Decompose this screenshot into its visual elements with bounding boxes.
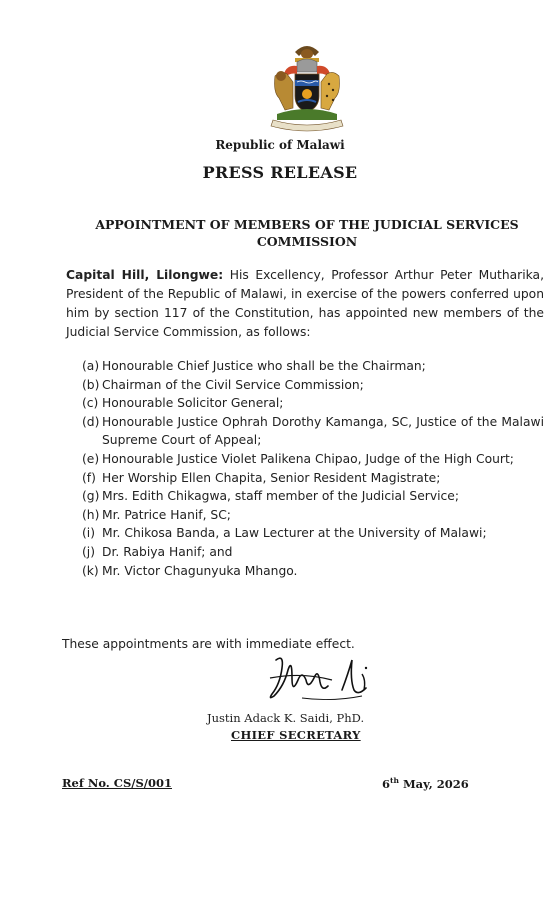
list-item (82, 394, 544, 413)
list-item-text: Honourable Justice Ophrah Dorothy Kamanga, SC, Justice of the Malawi Supreme Court of Appeal; (102, 414, 544, 448)
list-marker: (j) (82, 544, 96, 559)
list-marker: (g) (82, 489, 100, 504)
intro-paragraph (66, 266, 544, 342)
list-item-text: Mr. Patrice Hanif, SC; (102, 507, 231, 522)
list-marker: (d) (82, 414, 100, 429)
list-item-text: Chairman of the Civil Service Commission; (102, 377, 364, 392)
list-marker: (a) (82, 359, 100, 373)
dateline: Capital Hill, Lilongwe: (66, 268, 224, 282)
signatory-name: Justin Adack K. Saidi, PhD. (207, 711, 365, 725)
closing-statement: These appointments are with immediate effect. (62, 637, 355, 651)
list-marker: (i) (82, 526, 96, 541)
list-item (82, 487, 544, 506)
list-item (82, 562, 544, 581)
appointments-list (82, 357, 544, 580)
list-item-text: Dr. Rabiya Hanif; and (102, 544, 233, 559)
signature-icon (262, 650, 382, 710)
list-item (82, 450, 544, 469)
list-item-text: Her Worship Ellen Chapita, Senior Resident Magistrate; (102, 470, 441, 485)
issuer-name: Republic of Malawi (215, 138, 345, 152)
date-month-year: May, 2026 (398, 776, 469, 791)
list-marker: (h) (82, 507, 100, 522)
list-item (82, 413, 544, 450)
reference-number: Ref No. CS/S/001 (62, 776, 172, 790)
list-item (82, 543, 544, 562)
list-item-text: Mr. Victor Chagunyuka Mhango. (102, 563, 298, 578)
date-day: 6 (382, 776, 391, 791)
coat-of-arms-icon (257, 38, 357, 134)
list-item (82, 357, 544, 376)
list-marker: (f) (82, 470, 96, 485)
list-marker: (k) (82, 563, 99, 578)
list-marker: (b) (82, 377, 100, 392)
signatory-title: CHIEF SECRETARY (231, 728, 361, 742)
list-item (82, 506, 544, 525)
list-item-text: Mrs. Edith Chikagwa, staff member of the Judicial Service; (102, 489, 459, 504)
release-heading: APPOINTMENT OF MEMBERS OF THE JUDICIAL SERVICES COMMISSION (95, 217, 519, 249)
list-marker: (c) (82, 396, 99, 411)
intro-text: His Excellency, Professor Arthur Peter Mutharika, President of the Republic of Malawi, in exercise of the powers conferred upon him by section 117 of the Constitution, has appointed new members of the Judicial Service Commission, as follows: (66, 268, 545, 339)
list-item-text: Honourable Justice Violet Palikena Chipao, Judge of the High Court; (102, 451, 514, 466)
list-item-text: Honourable Chief Justice who shall be the Chairman; (102, 359, 426, 373)
list-item (82, 469, 544, 488)
list-item-text: Honourable Solicitor General; (102, 396, 284, 411)
document-type: PRESS RELEASE (202, 163, 358, 182)
release-date (382, 776, 469, 791)
list-item-text: Mr. Chikosa Banda, a Law Lecturer at the University of Malawi; (102, 526, 487, 541)
list-marker: (e) (82, 451, 100, 466)
list-item (82, 524, 544, 543)
date-suffix: th (390, 776, 399, 785)
list-item (82, 376, 544, 395)
